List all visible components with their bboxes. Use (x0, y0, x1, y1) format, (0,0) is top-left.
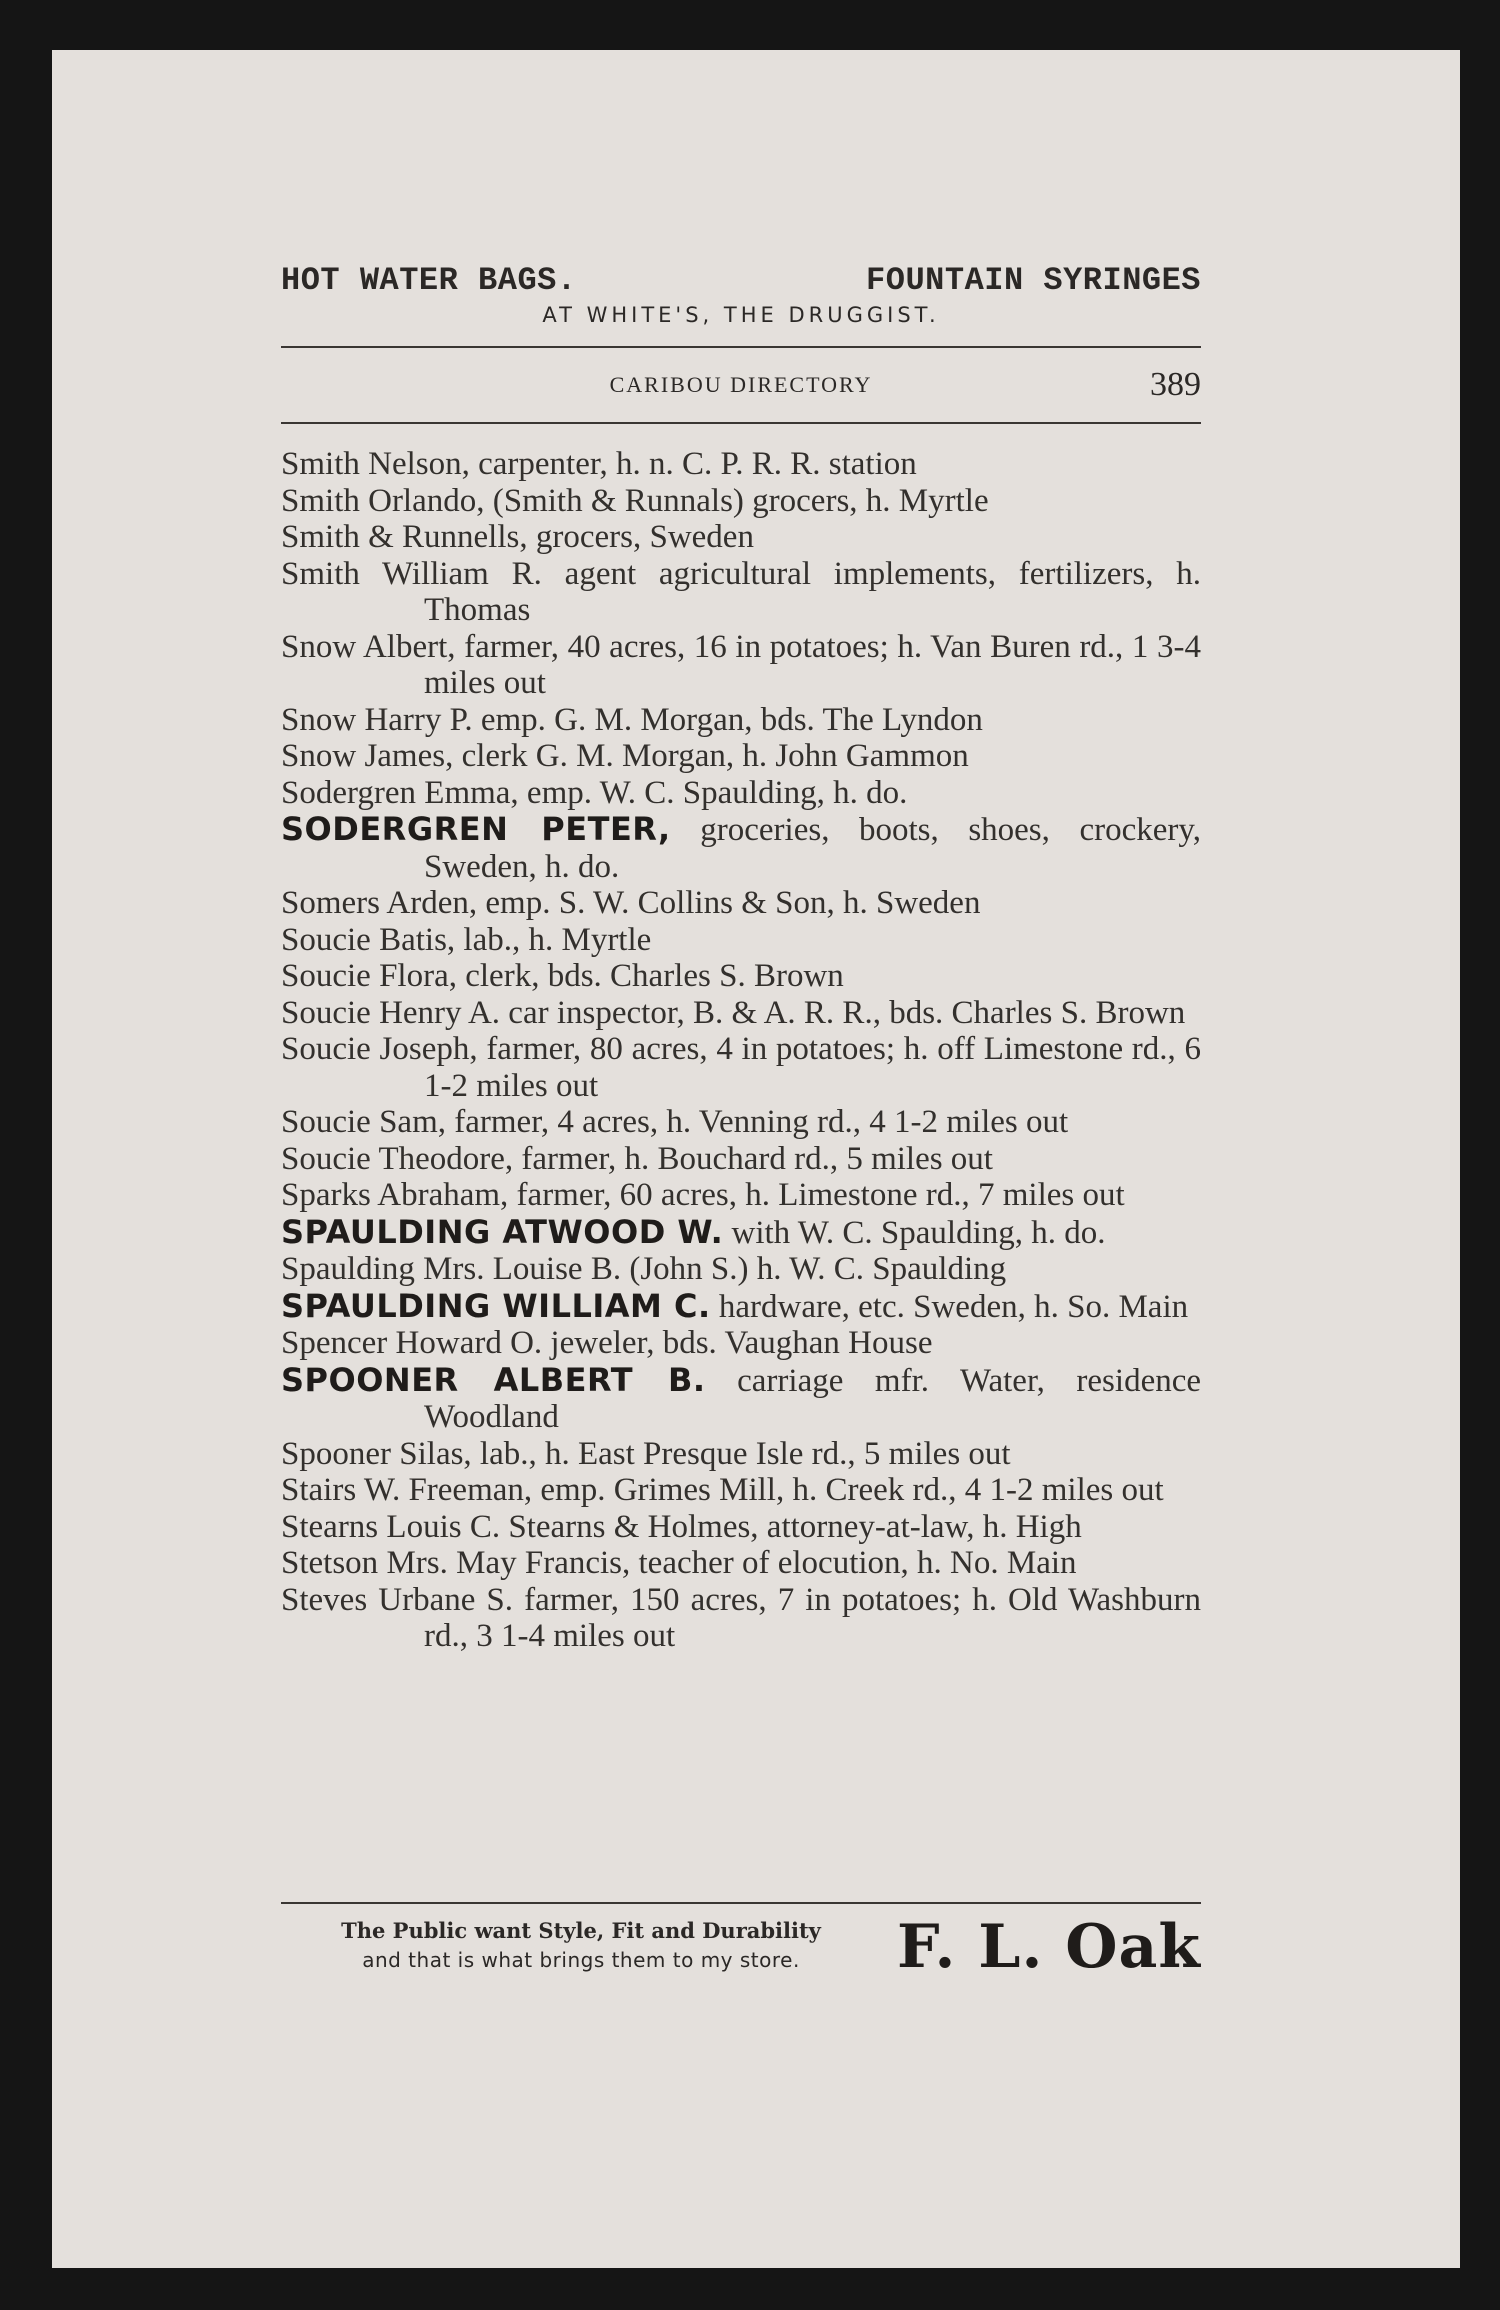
directory-entry (281, 1104, 1201, 1141)
entry-name: SPAULDING ATWOOD W. (281, 1212, 724, 1251)
entry-details: Albert, farmer, 40 acres, 16 in potatoes; h. Van Buren rd., 1 3-4 miles out (356, 628, 1201, 701)
entry-details: Batis, lab., h. Myrtle (370, 921, 652, 958)
entry-name: Smith (281, 519, 360, 555)
directory-entry (281, 1325, 1201, 1362)
running-head-rule (281, 422, 1201, 424)
directory-entry (281, 1582, 1201, 1655)
ad-druggist-line: AT WHITE'S, THE DRUGGIST. (542, 303, 940, 327)
entry-details: carriage mfr. Water, residence Woodland (424, 1362, 1202, 1435)
entry-name: Stetson (281, 1545, 379, 1581)
directory-title: CARIBOU DIRECTORY (609, 372, 873, 397)
entry-name: Spencer (281, 1325, 388, 1361)
directory-entry (281, 1251, 1201, 1288)
entry-name: Stairs (281, 1472, 357, 1508)
directory-entry (281, 775, 1201, 812)
directory-entry (281, 1545, 1201, 1582)
entry-details: Sam, farmer, 4 acres, h. Venning rd., 4 1-2 miles out (370, 1104, 1069, 1140)
entry-name: Snow (281, 701, 357, 738)
entry-name: SODERGREN PETER, (281, 810, 671, 848)
entry-details: Nelson, carpenter, h. n. C. P. R. R. station (359, 446, 917, 482)
directory-entry (281, 1436, 1201, 1473)
entry-name: Sodergren (281, 774, 417, 811)
directory-entry (281, 1288, 1201, 1326)
directory-entry (281, 922, 1201, 959)
entry-details: Mrs. May Francis, teacher of elocution, h. No. Main (378, 1545, 1077, 1581)
entry-details: Joseph, farmer, 80 acres, 4 in potatoes; h. off Limestone rd., 6 1-2 miles out (370, 1031, 1201, 1104)
entry-details: hardware, etc. Sweden, h. So. Main (710, 1288, 1189, 1325)
entry-details: Abraham, farmer, 60 acres, h. Limestone rd., 7 miles out (370, 1177, 1125, 1213)
entry-details: Harry P. emp. G. M. Morgan, bds. The Lyndon (356, 701, 983, 738)
directory-entry (281, 1031, 1201, 1104)
entry-details: Louis C. Stearns & Holmes, attorney-at-law, h. High (378, 1508, 1082, 1545)
entry-name: Snow (281, 628, 357, 665)
entry-name: Smith (281, 482, 360, 519)
entry-name: Soucie (281, 921, 371, 958)
entry-name: Stearns (281, 1508, 379, 1545)
directory-entry (281, 811, 1201, 885)
entry-name: SPOONER ALBERT B. (281, 1360, 706, 1399)
entry-details: Emma, emp. W. C. Spaulding, h. do. (416, 774, 908, 811)
entry-name: Smith (281, 555, 360, 592)
entry-details: & Runnells, grocers, Sweden (359, 519, 754, 555)
entry-name: Snow (281, 738, 357, 774)
directory-entry (281, 995, 1201, 1032)
directory-entry (281, 702, 1201, 739)
ad-slogan-line-1: The Public want Style, Fit and Durability (341, 1918, 821, 1943)
directory-entry (281, 1214, 1201, 1252)
entry-name: Soucie (281, 958, 371, 994)
entry-name: Soucie (281, 994, 371, 1031)
directory-entry (281, 1472, 1201, 1509)
entry-details: Arden, emp. S. W. Collins & Son, h. Sweden (380, 885, 981, 921)
running-head (281, 366, 1201, 406)
footer-advertisement (281, 1912, 1201, 1998)
advertiser-name: F. L. Oak (896, 1912, 1201, 1982)
ad-fountain-syringes: FOUNTAIN SYRINGES (866, 262, 1201, 299)
entry-details: groceries, boots, shoes, crockery, Sweden, h. do. (424, 812, 1201, 885)
entry-name: Spooner (281, 1435, 391, 1472)
directory-entry (281, 1362, 1201, 1436)
directory-entry (281, 1509, 1201, 1546)
entry-name: Soucie (281, 1031, 371, 1067)
entry-name: SPAULDING WILLIAM C. (281, 1286, 711, 1325)
entry-name: Steves (281, 1581, 368, 1618)
entry-details: Silas, lab., h. East Presque Isle rd., 5 miles out (391, 1435, 1011, 1472)
page-number: 389 (1150, 366, 1201, 403)
ad-hot-water-bags: HOT WATER BAGS. (281, 262, 577, 299)
entry-name: Soucie (281, 1104, 371, 1140)
entry-details: Orlando, (Smith & Runnals) grocers, h. Myrtle (359, 482, 989, 519)
entry-name: Spaulding (281, 1251, 415, 1287)
entry-details: Henry A. car inspector, B. & A. R. R., bds. Charles S. Brown (370, 994, 1186, 1031)
entry-details: Mrs. Louise B. (John S.) h. W. C. Spaulding (414, 1251, 1007, 1287)
entry-name: Smith (281, 446, 360, 482)
directory-entry (281, 958, 1201, 995)
entry-name: Soucie (281, 1140, 371, 1177)
directory-entry (281, 483, 1201, 520)
footer-rule (281, 1902, 1201, 1904)
entry-details: Howard O. jeweler, bds. Vaughan House (387, 1325, 933, 1361)
entry-details: Theodore, farmer, h. Bouchard rd., 5 miles out (370, 1140, 993, 1177)
ad-slogan-line-2: and that is what brings them to my store. (362, 1948, 800, 1972)
directory-entry (281, 519, 1201, 556)
directory-entry (281, 556, 1201, 629)
entry-details: James, clerk G. M. Morgan, h. John Gammon (356, 738, 969, 774)
entry-details: William R. agent agricultural implements, fertilizers, h. Thomas (359, 555, 1201, 628)
directory-entries (281, 446, 1201, 1655)
directory-entry (281, 446, 1201, 483)
entry-details: with W. C. Spaulding, h. do. (723, 1214, 1106, 1251)
directory-entry (281, 885, 1201, 922)
entry-details: Urbane S. farmer, 150 acres, 7 in potatoes; h. Old Washburn rd., 3 1-4 miles out (367, 1581, 1201, 1654)
header-advertisement (281, 262, 1201, 327)
header-rule (281, 346, 1201, 348)
directory-entry (281, 1141, 1201, 1178)
directory-entry (281, 738, 1201, 775)
entry-details: Flora, clerk, bds. Charles S. Brown (370, 958, 844, 994)
directory-entry (281, 1177, 1201, 1214)
entry-name: Somers (281, 885, 380, 921)
entry-name: Sparks (281, 1177, 371, 1213)
directory-entry (281, 629, 1201, 702)
entry-details: W. Freeman, emp. Grimes Mill, h. Creek rd., 4 1-2 miles out (356, 1472, 1164, 1508)
